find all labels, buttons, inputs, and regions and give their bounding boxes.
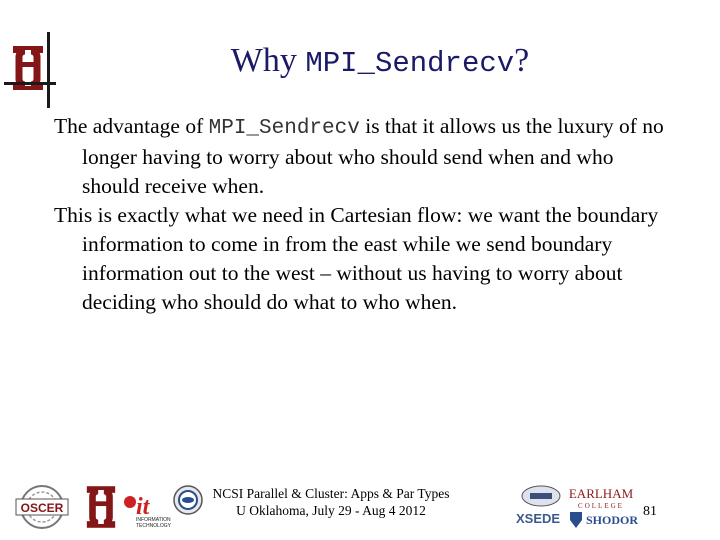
ou-footer-logo xyxy=(84,486,118,528)
earlham-logo-subtext: COLLEGE xyxy=(578,502,624,510)
oscer-logo-text: OSCER xyxy=(20,501,64,515)
paragraph-1 xyxy=(54,112,674,201)
footer xyxy=(0,484,720,534)
slide-body xyxy=(54,112,674,317)
it-logo-sub1: INFORMATION xyxy=(136,517,171,523)
paragraph-2: This is exactly what we need in Cartesian flow: we want the boundary information to come in from the east while we send boundary information out to the west – without us having to worry about deciding who should do what to who when. xyxy=(54,203,659,314)
page-number: 81 xyxy=(643,504,657,519)
paragraph-1-text-a: The advantage of xyxy=(54,114,209,138)
footer-line-2: U Oklahoma, July 29 - Aug 4 2012 xyxy=(236,503,426,518)
shodor-logo-text: SHODOR xyxy=(586,513,638,527)
shodor-logo xyxy=(568,508,638,530)
earlham-logo-text: EARLHAM xyxy=(568,486,634,501)
paragraph-1-code: MPI_Sendrecv xyxy=(208,117,360,140)
xsede-logo xyxy=(514,508,570,528)
title-code: MPI_Sendrecv xyxy=(305,47,515,80)
seal-logo xyxy=(172,484,204,516)
earlham-logo xyxy=(566,486,636,510)
it-logo-sub2: TECHNOLOGY xyxy=(136,523,172,528)
slide-title xyxy=(0,42,720,80)
xsede-logo-text: XSEDE xyxy=(516,511,561,526)
footer-text xyxy=(206,485,456,519)
oscer-logo xyxy=(14,484,70,530)
paragraph-1-text-b: is that it allows us the luxury of no longer having to worry about who should send when and who should receive when. xyxy=(82,114,664,198)
it-logo-text: it xyxy=(136,494,150,520)
it-logo xyxy=(122,488,176,528)
badge-logo xyxy=(520,484,562,508)
title-prefix: Why xyxy=(230,42,306,79)
footer-line-1: NCSI Parallel & Cluster: Apps & Par Types xyxy=(212,486,450,501)
header-horizontal-rule xyxy=(4,82,56,85)
title-suffix: ? xyxy=(514,42,530,79)
